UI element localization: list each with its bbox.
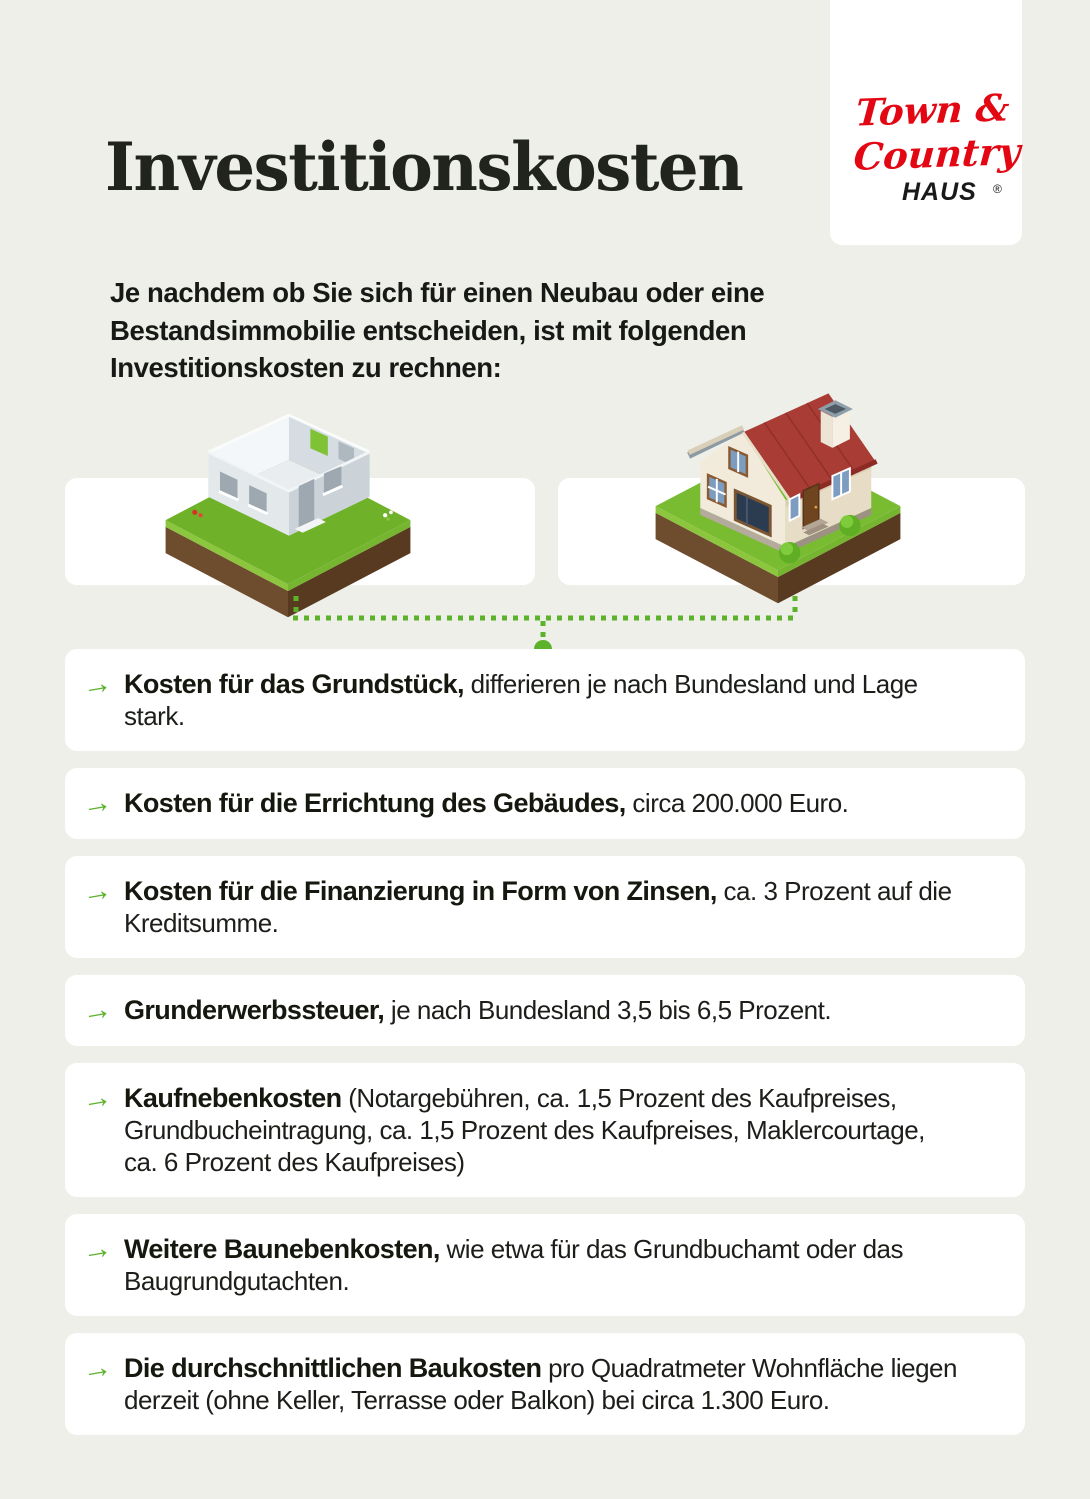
cost-item-text: Kosten für das Grundstück, differieren je nach Bundesland und Lage stark. bbox=[124, 669, 918, 731]
cost-item-kaufnebenkosten bbox=[65, 1063, 1025, 1197]
logo-town-text: Town & bbox=[854, 85, 1011, 135]
cost-item-text: Kaufnebenkosten (Notargebühren, ca. 1,5 Prozent des Kaufpreises, Grundbucheintragung, ca. 1,5 Prozent des Kaufpreises, Maklercourtage, ca. 6 Prozent des Kaufpreises) bbox=[124, 1083, 925, 1177]
cost-item-text: Die durchschnittlichen Baukosten pro Quadratmeter Wohnfläche liegen derzeit (ohne Keller, Terrasse oder Balkon) bei circa 1.300 Euro. bbox=[124, 1353, 957, 1415]
finished-house-illustration bbox=[642, 374, 914, 607]
cost-item-baunebenkosten bbox=[65, 1214, 1025, 1316]
cost-item-errichtung bbox=[65, 768, 1025, 839]
arrow-right-icon: → bbox=[79, 665, 115, 704]
arrow-right-icon: → bbox=[79, 1349, 115, 1388]
cost-list bbox=[65, 649, 1025, 1435]
cost-item-grunderwerbssteuer bbox=[65, 975, 1025, 1046]
cost-item-text: Weitere Baunebenkosten, wie etwa für das Grundbuchamt oder das Baugrundgutachten. bbox=[124, 1234, 903, 1296]
logo-country-text: Country bbox=[852, 129, 1022, 179]
logo-card bbox=[830, 0, 1022, 245]
cost-item-grundstueck bbox=[65, 649, 1025, 751]
cost-item-text: Grunderwerbssteuer, je nach Bundesland 3,5 bis 6,5 Prozent. bbox=[124, 995, 832, 1025]
cost-item-text: Kosten für die Finanzierung in Form von Zinsen, ca. 3 Prozent auf die Kreditsumme. bbox=[124, 876, 952, 938]
intro-text: Je nachdem ob Sie sich für einen Neubau oder eine Bestandsimmobilie entscheiden, ist mit folgenden Investitionskosten zu rechnen: bbox=[110, 277, 765, 383]
arrow-right-icon: → bbox=[79, 784, 115, 823]
page-title: Investitionskosten bbox=[105, 128, 743, 206]
arrow-right-icon: → bbox=[79, 1230, 115, 1269]
logo-haus-text: HAUS bbox=[902, 178, 977, 206]
cost-item-text: Kosten für die Errichtung des Gebäudes, circa 200.000 Euro. bbox=[124, 788, 849, 818]
construction-house-illustration bbox=[152, 388, 424, 621]
arrow-right-icon: → bbox=[79, 872, 115, 911]
cost-item-finanzierung bbox=[65, 856, 1025, 958]
arrow-right-icon: → bbox=[79, 1079, 115, 1118]
registered-trademark-icon: ® bbox=[993, 182, 1002, 196]
cost-item-baukosten bbox=[65, 1333, 1025, 1435]
arrow-right-icon: → bbox=[79, 991, 115, 1030]
